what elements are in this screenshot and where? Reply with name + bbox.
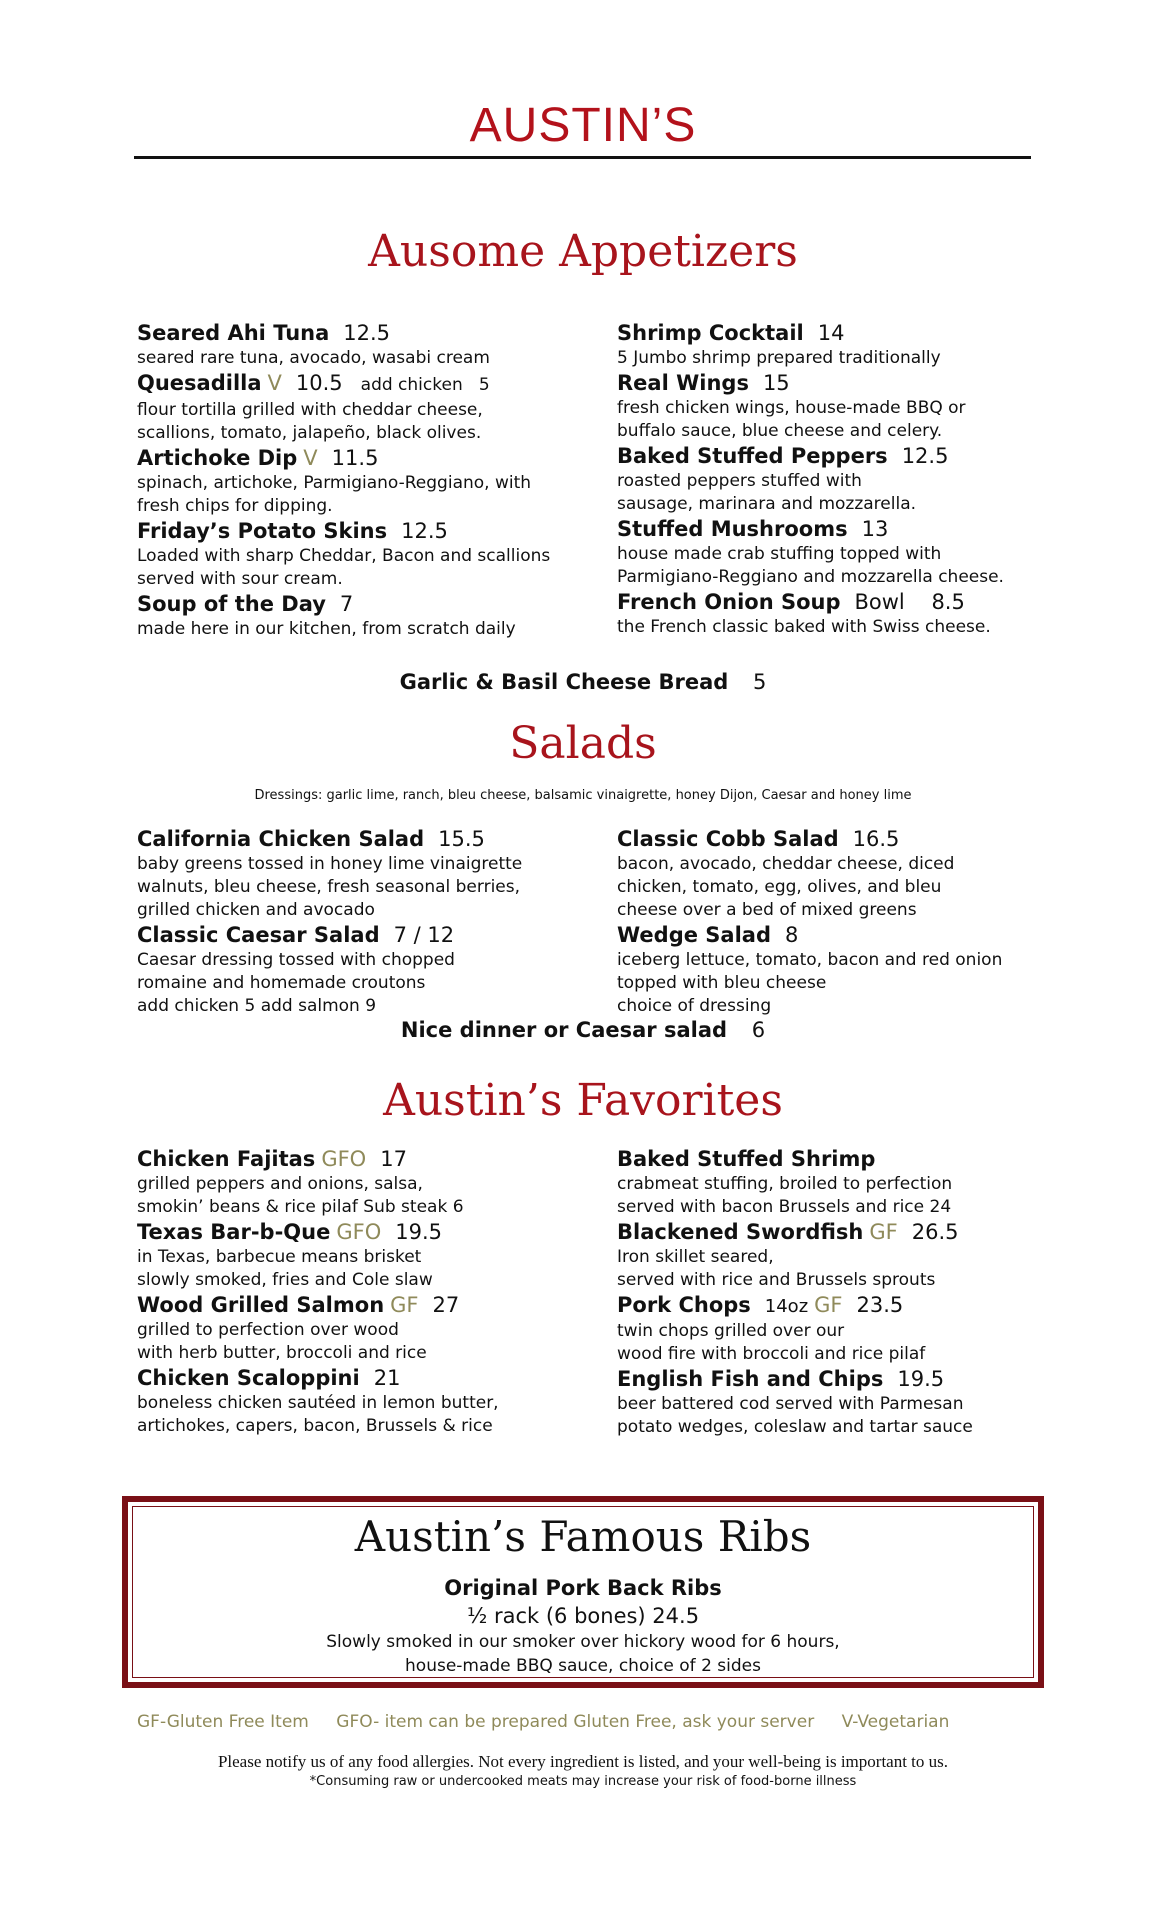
menu-item-name: Shrimp Cocktail — [617, 321, 804, 345]
menu-item-price: 12.5 — [343, 321, 391, 345]
restaurant-name: AUSTIN’S — [469, 99, 697, 152]
salads-right-column — [617, 826, 1087, 1018]
dietary-tag: GF — [814, 1293, 843, 1317]
menu-item-price: 23.5 — [856, 1293, 904, 1317]
menu-item-price: 16.5 — [852, 827, 900, 851]
menu-item-description: 5 Jumbo shrimp prepared traditionally — [617, 348, 941, 368]
menu-item-name: English Fish and Chips — [617, 1367, 884, 1391]
dietary-tag: GFO — [336, 1220, 382, 1244]
menu-item-description: fresh chicken wings, house-made BBQ or buffalo sauce, blue cheese and celery. — [617, 398, 966, 441]
allergy-notice: Please notify us of any food allergies. Not every ingredient is listed, and your well-being is important to us. — [217, 1752, 949, 1771]
menu-item-header — [137, 591, 607, 618]
dietary-tag: GF — [390, 1293, 419, 1317]
ribs-portion-price: ½ rack (6 bones) 24.5 — [466, 1604, 700, 1628]
menu-item-price: 7 / 12 — [393, 923, 455, 947]
menu-item-description: spinach, artichoke, Parmigiano-Reggiano, with fresh chips for dipping. — [137, 473, 532, 516]
menu-item — [617, 516, 1087, 589]
garlic-bread-line — [0, 670, 1166, 694]
menu-item — [137, 1365, 607, 1438]
nice-dinner-salad-line — [0, 1018, 1166, 1042]
center-item-price: 5 — [752, 670, 767, 694]
menu-item-name: Wood Grilled Salmon — [137, 1293, 385, 1317]
menu-item-name: Real Wings — [617, 371, 749, 395]
menu-item-header — [617, 1146, 1087, 1173]
menu-item-price: 11.5 — [331, 446, 379, 470]
menu-item-price: 26.5 — [911, 1220, 959, 1244]
menu-item — [617, 589, 1087, 639]
menu-item-name: Classic Caesar Salad — [137, 923, 380, 947]
menu-item-description: baby greens tossed in honey lime vinaigrette walnuts, bleu cheese, fresh seasonal berries, grilled chicken and avocado — [137, 854, 523, 920]
menu-item-header — [617, 1292, 1087, 1320]
menu-item-name: Wedge Salad — [617, 923, 771, 947]
raw-meat-warning: *Consuming raw or undercooked meats may increase your risk of food-borne illness — [309, 1774, 857, 1789]
menu-item — [617, 443, 1087, 516]
menu-item-description: crabmeat stuffing, broiled to perfection served with bacon Brussels and rice 24 — [617, 1174, 953, 1217]
menu-item — [137, 1292, 607, 1365]
center-item-price: 6 — [751, 1018, 766, 1042]
dietary-tag: V — [267, 371, 282, 395]
menu-item-price: 13 — [861, 517, 889, 541]
menu-item-description: beer battered cod served with Parmesan potato wedges, coleslaw and tartar sauce — [617, 1394, 973, 1437]
menu-item-price: 21 — [373, 1366, 401, 1390]
menu-item-header — [137, 922, 607, 949]
ribs-title: Austin’s Famous Ribs — [354, 1512, 812, 1561]
menu-item-header — [617, 1366, 1087, 1393]
menu-item-price: 12.5 — [401, 519, 448, 543]
menu-item-price: 19.5 — [897, 1367, 945, 1391]
menu-item-header — [617, 320, 1087, 347]
menu-item-header — [617, 370, 1087, 397]
appetizers-title: Ausome Appetizers — [368, 226, 798, 277]
menu-item-description: house made crab stuffing topped with Parmigiano-Reggiano and mozzarella cheese. — [617, 544, 1004, 587]
dietary-tag: V — [303, 446, 318, 470]
legend-v: V-Vegetarian — [841, 1712, 950, 1732]
menu-item-price: 27 — [432, 1293, 460, 1317]
menu-item — [137, 518, 607, 591]
menu-item-header — [137, 1365, 607, 1392]
ribs-description-2: house-made BBQ sauce, choice of 2 sides — [405, 1656, 761, 1676]
ribs-item-name: Original Pork Back Ribs — [444, 1576, 722, 1600]
menu-item-header — [137, 518, 607, 545]
salad-dressings-note: Dressings: garlic lime, ranch, bleu cheese, balsamic vinaigrette, honey Dijon, Caesar and honey lime — [254, 788, 912, 803]
menu-item-price: 15 — [762, 371, 790, 395]
menu-item-description: twin chops grilled over our wood fire with broccoli and rice pilaf — [617, 1321, 926, 1364]
menu-item-name: Soup of the Day — [137, 592, 326, 616]
dietary-tag: GF — [869, 1220, 898, 1244]
menu-item-size: 14oz — [764, 1296, 809, 1317]
menu-item-header — [137, 1146, 607, 1173]
menu-item-name: Artichoke Dip — [137, 446, 298, 470]
menu-item-name: Chicken Fajitas — [137, 1147, 316, 1171]
menu-item-header — [137, 1219, 607, 1246]
menu-item-description: seared rare tuna, avocado, wasabi cream — [137, 348, 490, 368]
appetizers-right-column — [617, 320, 1087, 639]
menu-item-price: 15.5 — [438, 827, 485, 851]
menu-item-header — [137, 445, 607, 472]
header-rule — [134, 156, 1031, 159]
menu-item-description: Iron skillet seared, served with rice and Brussels sprouts — [617, 1247, 936, 1290]
menu-item-price: 12.5 — [901, 444, 949, 468]
menu-item-description: iceberg lettuce, tomato, bacon and red onion topped with bleu cheese choice of dressing — [617, 950, 1003, 1016]
menu-item-name: Seared Ahi Tuna — [137, 321, 330, 345]
menu-item-name: Chicken Scaloppini — [137, 1366, 360, 1390]
menu-item-name: Baked Stuffed Peppers — [617, 444, 888, 468]
menu-item-name: French Onion Soup — [617, 590, 841, 614]
menu-item-name: Pork Chops — [617, 1293, 751, 1317]
menu-item-name: Texas Bar-b-Que — [137, 1220, 331, 1244]
menu-item — [617, 922, 1087, 1018]
menu-item-header — [617, 826, 1087, 853]
menu-item-description: made here in our kitchen, from scratch daily — [137, 619, 516, 639]
menu-item-header — [137, 370, 607, 399]
menu-item-price: 14 — [817, 321, 845, 345]
favorites-left-column — [137, 1146, 607, 1438]
appetizers-left-column — [137, 320, 607, 641]
legend-gfo: GFO- item can be prepared Gluten Free, ask your server — [336, 1712, 815, 1732]
menu-item — [137, 1219, 607, 1292]
center-item-name: Nice dinner or Caesar salad — [400, 1018, 728, 1042]
menu-item-description: Caesar dressing tossed with chopped romaine and homemade croutons add chicken 5 add salmon 9 — [137, 950, 455, 1016]
menu-item-description: grilled to perfection over wood with herb butter, broccoli and rice — [137, 1320, 427, 1363]
center-item-name: Garlic & Basil Cheese Bread — [399, 670, 729, 694]
dietary-legend — [137, 1712, 971, 1732]
menu-item-addon: add chicken 5 — [360, 375, 490, 395]
menu-item — [137, 320, 607, 370]
menu-item — [617, 320, 1087, 370]
menu-item-header — [617, 922, 1087, 949]
menu-item-price: 17 — [380, 1147, 407, 1171]
menu-item — [137, 445, 607, 518]
menu-item-description: roasted peppers stuffed with sausage, marinara and mozzarella. — [617, 471, 917, 514]
salads-title: Salads — [509, 718, 657, 769]
menu-item-description: in Texas, barbecue means brisket slowly smoked, fries and Cole slaw — [137, 1247, 433, 1290]
menu-item — [617, 370, 1087, 443]
menu-item-name: Quesadilla — [137, 371, 262, 395]
menu-item-price: 10.5 — [295, 371, 343, 395]
salads-left-column — [137, 826, 607, 1018]
menu-item-name: Blackened Swordfish — [617, 1220, 864, 1244]
menu-item-description: bacon, avocado, cheddar cheese, diced chicken, tomato, egg, olives, and bleu cheese over a bed of mixed greens — [617, 854, 955, 920]
menu-item-header — [617, 1219, 1087, 1246]
menu-item-header — [617, 589, 1087, 616]
menu-item-name: California Chicken Salad — [137, 827, 425, 851]
menu-item — [137, 591, 607, 641]
menu-item-price: 7 — [339, 592, 354, 616]
favorites-right-column — [617, 1146, 1087, 1439]
menu-item-header — [137, 1292, 607, 1319]
dietary-tag: GFO — [321, 1147, 367, 1171]
menu-item-header — [617, 443, 1087, 470]
menu-item-name: Stuffed Mushrooms — [617, 517, 848, 541]
menu-item-header — [137, 826, 607, 853]
menu-item — [617, 826, 1087, 922]
menu-item-price: Bowl 8.5 — [854, 590, 965, 614]
menu-item — [137, 1146, 607, 1219]
menu-item-description: flour tortilla grilled with cheddar cheese, scallions, tomato, jalapeño, black olives. — [137, 400, 483, 443]
menu-item — [617, 1292, 1087, 1366]
menu-item — [137, 826, 607, 922]
menu-item-name: Classic Cobb Salad — [617, 827, 839, 851]
menu-item-description: grilled peppers and onions, salsa, smokin’ beans & rice pilaf Sub steak 6 — [137, 1174, 464, 1217]
menu-item-name: Friday’s Potato Skins — [137, 519, 388, 543]
menu-item-description: boneless chicken sautéed in lemon butter, artichokes, capers, bacon, Brussels & rice — [137, 1393, 499, 1436]
menu-item-header — [617, 516, 1087, 543]
menu-item-description: the French classic baked with Swiss cheese. — [617, 617, 991, 637]
ribs-description-1: Slowly smoked in our smoker over hickory wood for 6 hours, — [326, 1632, 840, 1652]
favorites-title: Austin’s Favorites — [383, 1075, 783, 1126]
menu-item — [617, 1219, 1087, 1292]
menu-item-price: 19.5 — [395, 1220, 443, 1244]
menu-item — [617, 1146, 1087, 1219]
menu-item — [617, 1366, 1087, 1439]
menu-item — [137, 370, 607, 445]
menu-item-header — [137, 320, 607, 347]
menu-item — [137, 922, 607, 1018]
legend-gf: GF-Gluten Free Item — [137, 1712, 309, 1732]
menu-item-name: Baked Stuffed Shrimp — [617, 1147, 876, 1171]
menu-item-description: Loaded with sharp Cheddar, Bacon and scallions served with sour cream. — [137, 546, 551, 589]
menu-item-price: 8 — [784, 923, 799, 947]
